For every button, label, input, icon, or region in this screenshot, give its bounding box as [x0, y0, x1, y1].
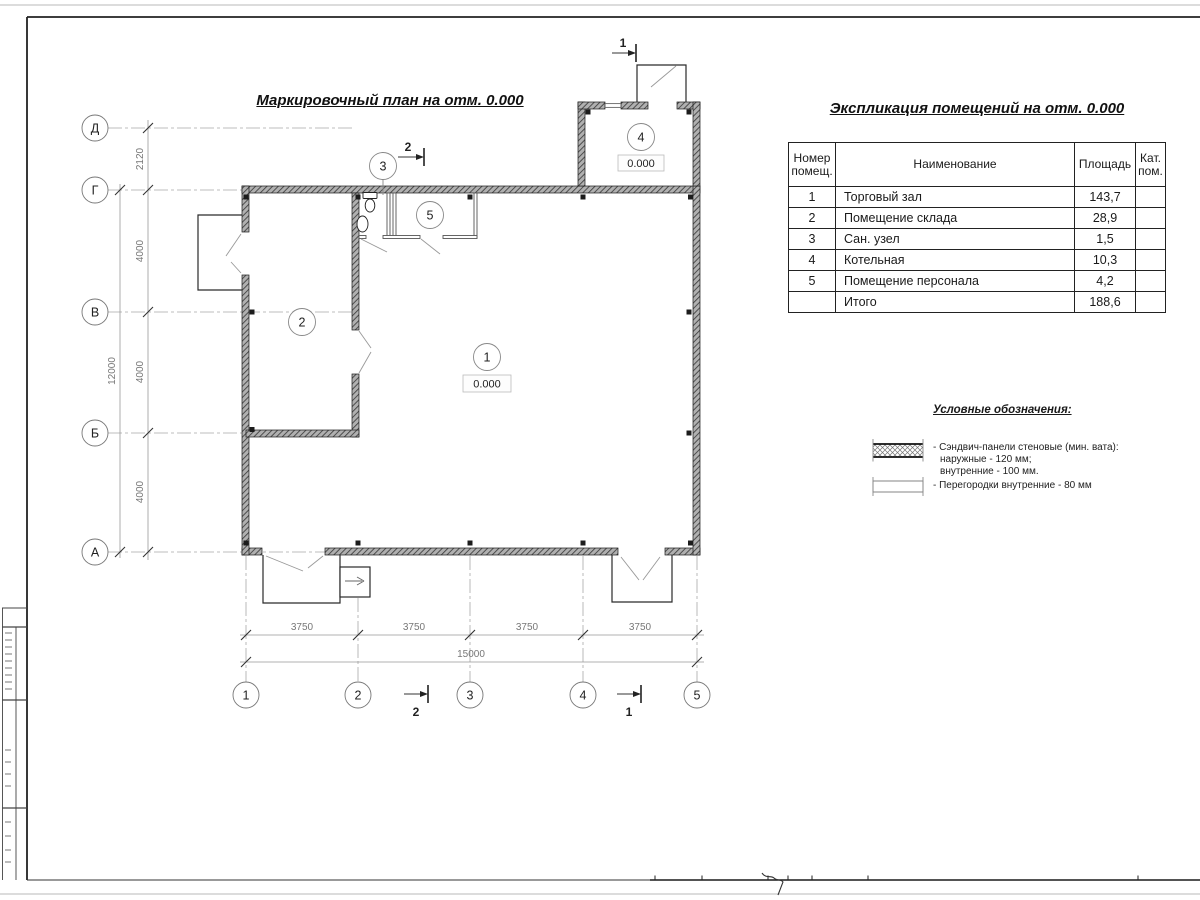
- door-leaf: [226, 234, 241, 256]
- wall-segment: [246, 430, 359, 437]
- col-header-name: Наименование: [836, 143, 1075, 187]
- elevation-label: 0.000: [627, 158, 655, 170]
- wall-segment: [352, 374, 359, 437]
- entrance-box: [340, 567, 370, 597]
- legend-title: Условные обозначения:: [933, 404, 1072, 416]
- room-area-cell: 4,2: [1075, 271, 1136, 292]
- room-cat-cell: [1136, 229, 1166, 250]
- toilet-icon: [365, 199, 375, 212]
- room-cat-cell: [1136, 250, 1166, 271]
- explication-table: [788, 142, 1166, 313]
- room-number: 5: [426, 208, 434, 223]
- section-marks: [398, 36, 641, 719]
- room-name-cell: Торговый зал: [836, 187, 1075, 208]
- wall-segment: [578, 102, 585, 186]
- dim-label: 3750: [515, 622, 539, 633]
- room-number: 3: [379, 159, 387, 174]
- column-marker: [250, 310, 255, 315]
- door-leaf: [621, 557, 639, 580]
- column-marker: [688, 195, 693, 200]
- room-name-cell: Сан. узел: [836, 229, 1075, 250]
- toilet-icon: [363, 193, 377, 199]
- signature-scribble: [762, 873, 783, 895]
- section-mark-2-bottom: [404, 685, 428, 719]
- door-leaf: [359, 331, 371, 348]
- section-arrow: [628, 50, 636, 56]
- door-leaf: [359, 352, 371, 373]
- door-leaf: [361, 239, 387, 252]
- wall-segment: [352, 193, 359, 330]
- section-mark-1-top: [612, 36, 636, 62]
- partition-segment: [359, 236, 366, 239]
- axis-label: 4: [579, 688, 587, 703]
- rotated-stamp-text: [5, 633, 12, 862]
- axis-label: Д: [90, 121, 100, 136]
- explication-title: Экспликация помещений на отм. 0.000: [829, 100, 1125, 117]
- room-area-cell: 1,5: [1075, 229, 1136, 250]
- total-num-cell: [789, 292, 836, 313]
- column-marker: [687, 310, 692, 315]
- axis-markers-cols: [233, 682, 710, 708]
- room-name-cell: Помещение персонала: [836, 271, 1075, 292]
- dim-label: 3750: [402, 622, 426, 633]
- porch-outline-south-right: [612, 555, 672, 602]
- partition-segment: [383, 236, 420, 239]
- table-row: [789, 271, 1166, 292]
- dim-ticks: [115, 123, 153, 557]
- table-total-row: [789, 292, 1166, 313]
- room-num-cell: 2: [789, 208, 836, 229]
- column-marker: [687, 431, 692, 436]
- door-leaf: [231, 262, 241, 273]
- partition-segment: [474, 193, 477, 238]
- porch-outline-north: [637, 65, 686, 102]
- room-num-cell: 4: [789, 250, 836, 271]
- dimensions-left: [107, 120, 153, 560]
- legend-item-text: внутренние - 100 мм.: [940, 466, 1039, 477]
- room-num-cell: 1: [789, 187, 836, 208]
- column-marker: [356, 195, 361, 200]
- col-header-category: Кат. пом.: [1136, 143, 1166, 187]
- room-name-cell: Котельная: [836, 250, 1075, 271]
- total-area-cell: 188,6: [1075, 292, 1136, 313]
- room-name-cell: Помещение склада: [836, 208, 1075, 229]
- room-num-cell: 5: [789, 271, 836, 292]
- room-labels: [289, 124, 665, 393]
- dim-label: 4000: [135, 360, 146, 384]
- axis-label: 3: [466, 688, 474, 703]
- table-row: [789, 229, 1166, 250]
- room-number: 4: [637, 130, 645, 145]
- wall-segment: [621, 102, 648, 109]
- section-label: 2: [412, 705, 420, 719]
- axis-label: 2: [354, 688, 362, 703]
- porch-outline-south-left: [263, 555, 340, 603]
- section-arrow: [633, 691, 641, 697]
- left-margin-strip: [2, 608, 27, 880]
- elevation-label: 0.000: [473, 378, 501, 391]
- total-label-cell: Итого: [836, 292, 1075, 313]
- column-marker: [244, 195, 249, 200]
- column-marker: [581, 195, 586, 200]
- dim-label: 3750: [290, 622, 314, 633]
- section-arrow: [420, 691, 428, 697]
- column-marker: [244, 541, 249, 546]
- floor-plan: [82, 36, 710, 719]
- room-cat-cell: [1136, 208, 1166, 229]
- column-marker: [468, 195, 473, 200]
- wall-segment: [693, 102, 700, 186]
- section-mark-1-bottom: [617, 685, 641, 719]
- wall-segment: [242, 275, 249, 555]
- section-arrow: [416, 154, 424, 160]
- legend-symbol-sandwich-panel: [873, 439, 923, 462]
- table-row: [789, 250, 1166, 271]
- door-leaf: [421, 239, 440, 254]
- dim-label: 3750: [628, 622, 652, 633]
- dim-label: 2120: [135, 147, 146, 171]
- wall-segment: [242, 186, 249, 232]
- wall-segment: [242, 186, 700, 193]
- col-header-number: Номер помещ.: [789, 143, 836, 187]
- axis-label: Б: [90, 426, 100, 441]
- section-label: 1: [625, 705, 633, 719]
- sink-icon: [357, 216, 368, 232]
- door-leaf: [651, 66, 676, 87]
- room-number: 1: [483, 350, 491, 365]
- axis-label: Г: [91, 183, 99, 198]
- axis-markers-rows: [82, 115, 108, 565]
- table-row: [789, 187, 1166, 208]
- wall-segment: [578, 102, 605, 109]
- porches: [198, 65, 686, 603]
- section-mark-2-top: [398, 140, 424, 166]
- dim-label-total: 15000: [457, 649, 485, 660]
- window-opening: [605, 104, 621, 108]
- col-header-area: Площадь: [1075, 143, 1136, 187]
- wall-segment: [325, 548, 618, 555]
- partition-segment: [393, 193, 396, 238]
- column-marker: [581, 541, 586, 546]
- section-label: 2: [404, 140, 412, 154]
- door-leaf: [643, 557, 660, 580]
- partition-segment: [387, 193, 390, 238]
- column-marker: [250, 427, 255, 432]
- title-block-edge: [655, 873, 1138, 895]
- porch-outline-west: [198, 215, 242, 290]
- axis-grid: [108, 128, 697, 682]
- axis-label: 1: [242, 688, 250, 703]
- room-number: 2: [298, 315, 306, 330]
- wall-segment: [693, 186, 700, 555]
- legend-item-text: наружные - 120 мм;: [940, 454, 1032, 465]
- room-area-cell: 10,3: [1075, 250, 1136, 271]
- axis-label: В: [90, 305, 100, 320]
- dimensions-bottom: [240, 622, 704, 667]
- room-cat-cell: [1136, 271, 1166, 292]
- door-leaf: [266, 556, 303, 571]
- room-area-cell: 143,7: [1075, 187, 1136, 208]
- table-row: [789, 208, 1166, 229]
- legend-symbol-partition: [873, 477, 923, 496]
- partition-segment: [443, 236, 477, 239]
- legend-symbols: [873, 439, 923, 496]
- plan-title: Маркировочный план на отм. 0.000: [256, 92, 524, 109]
- section-label: 1: [619, 36, 627, 50]
- room-area-cell: 28,9: [1075, 208, 1136, 229]
- column-marker: [688, 541, 693, 546]
- room-cat-cell: [1136, 187, 1166, 208]
- column-marker: [687, 110, 692, 115]
- column-marker: [356, 541, 361, 546]
- axis-label: А: [90, 545, 100, 560]
- table-header-row: [789, 143, 1166, 187]
- dim-label-total: 12000: [107, 357, 118, 385]
- room-num-cell: 3: [789, 229, 836, 250]
- dim-label: 4000: [135, 239, 146, 263]
- column-marker: [586, 110, 591, 115]
- total-cat-cell: [1136, 292, 1166, 313]
- door-leaf: [308, 556, 323, 568]
- dim-label: 4000: [135, 480, 146, 504]
- axis-label: 5: [693, 688, 701, 703]
- legend-item-text: - Сэндвич-панели стеновые (мин. вата):: [933, 442, 1119, 453]
- legend-item-text: - Перегородки внутренние - 80 мм: [933, 480, 1092, 491]
- column-marker: [468, 541, 473, 546]
